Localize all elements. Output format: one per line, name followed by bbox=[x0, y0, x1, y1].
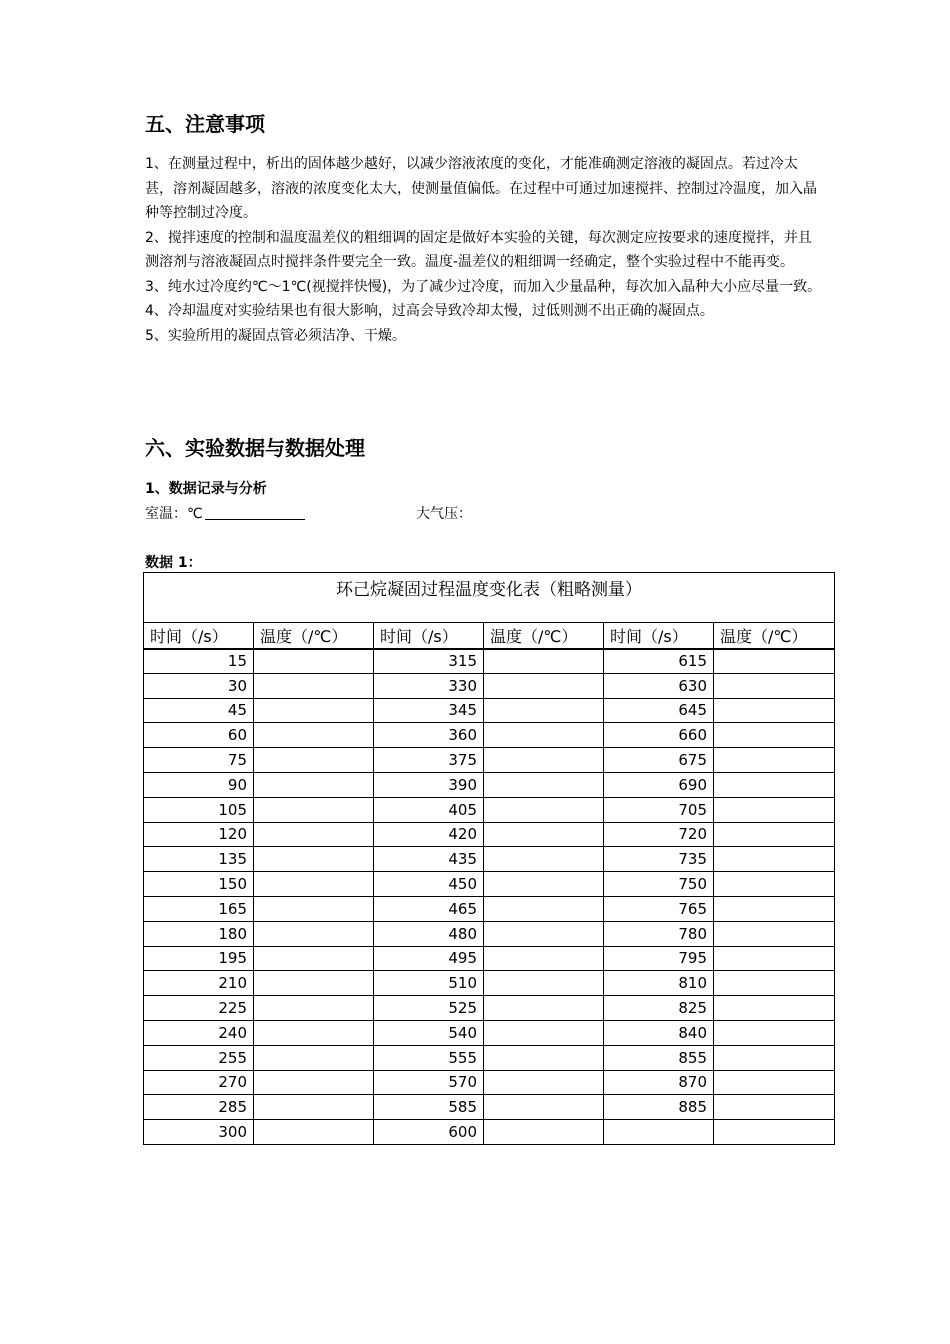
temperature-cell[interactable] bbox=[714, 1095, 835, 1120]
time-cell: 690 bbox=[604, 772, 714, 797]
header-time-2: 时间（/s） bbox=[374, 623, 484, 649]
table-row bbox=[144, 1095, 835, 1120]
time-cell: 255 bbox=[144, 1045, 254, 1070]
temperature-cell[interactable] bbox=[714, 1120, 835, 1145]
temperature-cell[interactable] bbox=[714, 673, 835, 698]
temperature-cell[interactable] bbox=[254, 996, 374, 1021]
temperature-cell[interactable] bbox=[714, 772, 835, 797]
temperature-cell[interactable] bbox=[484, 723, 604, 748]
time-cell: 435 bbox=[374, 847, 484, 872]
temperature-cell[interactable] bbox=[714, 649, 835, 674]
table-row bbox=[144, 1045, 835, 1070]
temperature-cell[interactable] bbox=[484, 896, 604, 921]
table-row bbox=[144, 649, 835, 674]
time-cell: 315 bbox=[374, 649, 484, 674]
temperature-cell[interactable] bbox=[484, 946, 604, 971]
subsection-title: 1、数据记录与分析 bbox=[145, 481, 267, 497]
time-cell: 465 bbox=[374, 896, 484, 921]
section-title-precautions: 五、注意事项 bbox=[145, 112, 265, 136]
note-1: 1、在测量过程中，析出的固体越少越好，以减少溶液浓度的变化，才能准确测定溶液的凝固点。若过冷太甚，溶剂凝固越多，溶液的浓度变化太大，使测量值偏低。在过程中可通过加速搅拌、控制过冷温度，加入晶种等控制过冷度。 bbox=[145, 156, 817, 221]
precautions-list bbox=[145, 152, 825, 348]
temperature-cell[interactable] bbox=[714, 971, 835, 996]
time-cell: 480 bbox=[374, 921, 484, 946]
temperature-cell[interactable] bbox=[484, 971, 604, 996]
temperature-cell[interactable] bbox=[484, 649, 604, 674]
temperature-cell[interactable] bbox=[484, 1070, 604, 1095]
table-row bbox=[144, 996, 835, 1021]
time-cell: 840 bbox=[604, 1020, 714, 1045]
time-cell: 30 bbox=[144, 673, 254, 698]
header-temp-3: 温度（/℃） bbox=[714, 623, 835, 649]
temperature-cell[interactable] bbox=[714, 1045, 835, 1070]
temperature-cell[interactable] bbox=[254, 1045, 374, 1070]
temperature-cell[interactable] bbox=[714, 1020, 835, 1045]
table-row bbox=[144, 822, 835, 847]
table-row bbox=[144, 847, 835, 872]
temperature-cell[interactable] bbox=[254, 649, 374, 674]
table-title: 环己烷凝固过程温度变化表（粗略测量） bbox=[144, 573, 835, 623]
temperature-cell[interactable] bbox=[254, 723, 374, 748]
data-table bbox=[143, 572, 835, 1145]
temperature-cell[interactable] bbox=[714, 996, 835, 1021]
time-cell: 405 bbox=[374, 797, 484, 822]
time-cell: 705 bbox=[604, 797, 714, 822]
temperature-cell[interactable] bbox=[714, 896, 835, 921]
time-cell: 750 bbox=[604, 872, 714, 897]
temperature-cell[interactable] bbox=[254, 921, 374, 946]
temperature-cell[interactable] bbox=[714, 822, 835, 847]
time-cell: 270 bbox=[144, 1070, 254, 1095]
time-cell: 195 bbox=[144, 946, 254, 971]
temperature-cell[interactable] bbox=[714, 797, 835, 822]
time-cell: 375 bbox=[374, 748, 484, 773]
table-row bbox=[144, 772, 835, 797]
time-cell: 555 bbox=[374, 1045, 484, 1070]
table-row bbox=[144, 698, 835, 723]
time-cell: 75 bbox=[144, 748, 254, 773]
table-row bbox=[144, 946, 835, 971]
time-cell: 360 bbox=[374, 723, 484, 748]
temperature-cell[interactable] bbox=[254, 822, 374, 847]
temperature-cell[interactable] bbox=[254, 698, 374, 723]
temperature-cell[interactable] bbox=[254, 797, 374, 822]
temperature-cell[interactable] bbox=[254, 1070, 374, 1095]
note-5: 5、实验所用的凝固点管必须洁净、干燥。 bbox=[145, 327, 406, 344]
conditions-line bbox=[145, 503, 825, 523]
time-cell: 540 bbox=[374, 1020, 484, 1045]
temperature-cell[interactable] bbox=[254, 847, 374, 872]
temperature-cell[interactable] bbox=[714, 723, 835, 748]
temperature-cell[interactable] bbox=[254, 772, 374, 797]
temperature-cell[interactable] bbox=[254, 971, 374, 996]
temperature-cell[interactable] bbox=[484, 996, 604, 1021]
header-temp-2: 温度（/℃） bbox=[484, 623, 604, 649]
header-time-1: 时间（/s） bbox=[144, 623, 254, 649]
temperature-cell[interactable] bbox=[484, 772, 604, 797]
header-temp-1: 温度（/℃） bbox=[254, 623, 374, 649]
time-cell: 585 bbox=[374, 1095, 484, 1120]
time-cell: 300 bbox=[144, 1120, 254, 1145]
table-row bbox=[144, 1020, 835, 1045]
temperature-cell[interactable] bbox=[254, 872, 374, 897]
time-cell: 615 bbox=[604, 649, 714, 674]
time-cell: 810 bbox=[604, 971, 714, 996]
temperature-cell[interactable] bbox=[254, 896, 374, 921]
time-cell: 225 bbox=[144, 996, 254, 1021]
time-cell: 105 bbox=[144, 797, 254, 822]
temperature-cell[interactable] bbox=[484, 872, 604, 897]
temperature-cell[interactable] bbox=[714, 1070, 835, 1095]
temperature-cell[interactable] bbox=[484, 1045, 604, 1070]
table-row bbox=[144, 971, 835, 996]
temperature-cell[interactable] bbox=[254, 1020, 374, 1045]
time-cell: 60 bbox=[144, 723, 254, 748]
temperature-cell[interactable] bbox=[714, 698, 835, 723]
temperature-cell[interactable] bbox=[254, 1120, 374, 1145]
time-cell: 390 bbox=[374, 772, 484, 797]
note-4: 4、冷却温度对实验结果也有很大影响，过高会导致冷却太慢，过低则测不出正确的凝固点。 bbox=[145, 303, 714, 319]
time-cell bbox=[604, 1120, 714, 1145]
time-cell: 675 bbox=[604, 748, 714, 773]
room-temp-blank bbox=[205, 505, 305, 520]
note-2: 2、搅拌速度的控制和温度温差仪的粗细调的固定是做好本实验的关键，每次测定应按要求的速度搅拌，并且测溶剂与溶液凝固点时搅拌条件要完全一致。温度-温差仪的粗细调一经确定，整个实验过程中不能再变。 bbox=[145, 229, 812, 270]
time-cell: 330 bbox=[374, 673, 484, 698]
time-cell: 120 bbox=[144, 822, 254, 847]
header-time-3: 时间（/s） bbox=[604, 623, 714, 649]
temperature-cell[interactable] bbox=[484, 1120, 604, 1145]
time-cell: 210 bbox=[144, 971, 254, 996]
room-temp-label: 室温：℃ bbox=[145, 506, 203, 522]
temperature-cell[interactable] bbox=[714, 748, 835, 773]
pressure-label: 大气压： bbox=[416, 506, 472, 522]
time-cell: 135 bbox=[144, 847, 254, 872]
temperature-cell[interactable] bbox=[484, 698, 604, 723]
temperature-cell[interactable] bbox=[484, 1095, 604, 1120]
table-row bbox=[144, 797, 835, 822]
time-cell: 150 bbox=[144, 872, 254, 897]
time-cell: 240 bbox=[144, 1020, 254, 1045]
temperature-cell[interactable] bbox=[484, 822, 604, 847]
table-row bbox=[144, 872, 835, 897]
time-cell: 765 bbox=[604, 896, 714, 921]
time-cell: 645 bbox=[604, 698, 714, 723]
time-cell: 660 bbox=[604, 723, 714, 748]
temperature-cell[interactable] bbox=[254, 673, 374, 698]
time-cell: 285 bbox=[144, 1095, 254, 1120]
time-cell: 825 bbox=[604, 996, 714, 1021]
temperature-cell[interactable] bbox=[254, 748, 374, 773]
temperature-cell[interactable] bbox=[484, 847, 604, 872]
temperature-cell[interactable] bbox=[484, 748, 604, 773]
time-cell: 600 bbox=[374, 1120, 484, 1145]
time-cell: 420 bbox=[374, 822, 484, 847]
temperature-cell[interactable] bbox=[484, 921, 604, 946]
table-row bbox=[144, 673, 835, 698]
time-cell: 450 bbox=[374, 872, 484, 897]
time-cell: 180 bbox=[144, 921, 254, 946]
time-cell: 630 bbox=[604, 673, 714, 698]
temperature-cell[interactable] bbox=[254, 1095, 374, 1120]
section-title-data: 六、实验数据与数据处理 bbox=[145, 436, 365, 460]
time-cell: 495 bbox=[374, 946, 484, 971]
table-row bbox=[144, 1120, 835, 1145]
temperature-cell[interactable] bbox=[484, 673, 604, 698]
table-row bbox=[144, 921, 835, 946]
time-cell: 345 bbox=[374, 698, 484, 723]
time-cell: 885 bbox=[604, 1095, 714, 1120]
table-row bbox=[144, 748, 835, 773]
table-row bbox=[144, 896, 835, 921]
time-cell: 855 bbox=[604, 1045, 714, 1070]
time-cell: 525 bbox=[374, 996, 484, 1021]
time-cell: 165 bbox=[144, 896, 254, 921]
time-cell: 795 bbox=[604, 946, 714, 971]
time-cell: 45 bbox=[144, 698, 254, 723]
time-cell: 15 bbox=[144, 649, 254, 674]
table-row bbox=[144, 723, 835, 748]
time-cell: 510 bbox=[374, 971, 484, 996]
temperature-cell[interactable] bbox=[714, 847, 835, 872]
table-row bbox=[144, 1070, 835, 1095]
time-cell: 735 bbox=[604, 847, 714, 872]
data-label: 数据 1： bbox=[145, 555, 202, 571]
time-cell: 570 bbox=[374, 1070, 484, 1095]
temperature-cell[interactable] bbox=[484, 1020, 604, 1045]
temperature-cell[interactable] bbox=[714, 872, 835, 897]
temperature-cell[interactable] bbox=[484, 797, 604, 822]
note-3: 3、纯水过冷度约℃～1℃(视搅拌快慢)，为了减少过冷度，而加入少量晶种，每次加入晶种大小应尽量一致。 bbox=[145, 278, 822, 295]
temperature-cell[interactable] bbox=[714, 921, 835, 946]
table-header-row bbox=[144, 623, 835, 649]
time-cell: 780 bbox=[604, 921, 714, 946]
time-cell: 870 bbox=[604, 1070, 714, 1095]
time-cell: 90 bbox=[144, 772, 254, 797]
time-cell: 720 bbox=[604, 822, 714, 847]
temperature-cell[interactable] bbox=[714, 946, 835, 971]
temperature-cell[interactable] bbox=[254, 946, 374, 971]
